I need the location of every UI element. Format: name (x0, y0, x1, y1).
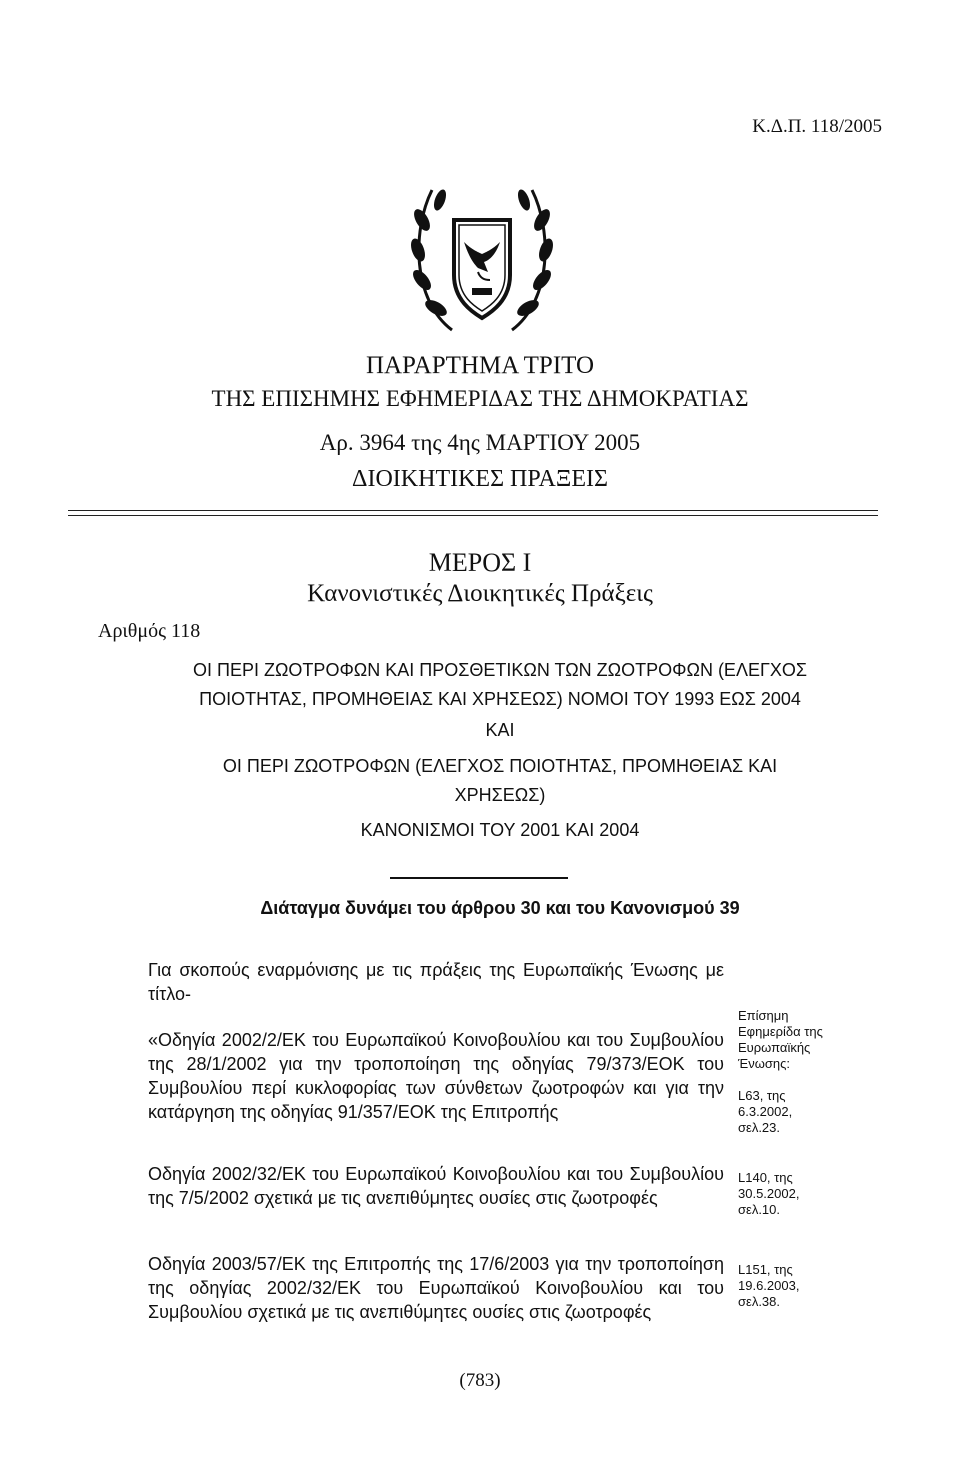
part-title: ΜΕΡΟΣ Ι (428, 548, 532, 577)
margin-header-line: Επίσημη (738, 1008, 789, 1023)
order-title: Διάταγμα δυνάμει του άρθρου 30 και του Κανονισμού 39 (260, 898, 740, 918)
law-title-line-2: ΠΟΙΟΤΗΤΑΣ, ΠΡΟΜΗΘΕΙΑΣ ΚΑΙ ΧΡΗΣΕΩΣ) ΝΟΜΟΙ ΤΟΥ 1993 ΕΩΣ 2004 (199, 689, 801, 709)
margin-header-line: Ευρωπαϊκής (738, 1040, 811, 1055)
regulation-number: Αριθμός 118 (98, 620, 201, 642)
margin-ref-1 (738, 1088, 838, 1136)
margin-header (738, 1008, 838, 1072)
margin-ref-2 (738, 1170, 838, 1218)
issue-line: Αρ. 3964 της 4ης ΜΑΡΤΙΟΥ 2005 (319, 430, 641, 455)
margin-ref-line: σελ.10. (738, 1202, 781, 1217)
directive-paragraph-3: Οδηγία 2003/57/ΕΚ της Επιτροπής της 17/6/2003 για την τροποποίηση της οδηγίας 2002/32/ΕΚ του Ευρωπαϊκού Κοινοβουλίου και του Συμβουλίου σχετικά με τις ανεπιθύμητες ουσίες στις ζωοτροφές (148, 1254, 724, 1322)
coat-of-arms-icon (392, 180, 572, 340)
margin-ref-line: 30.5.2002, (738, 1186, 800, 1201)
double-rule-bottom (68, 515, 878, 516)
part-subtitle: Κανονιστικές Διοικητικές Πράξεις (307, 580, 653, 607)
law-conjunction: ΚΑΙ (485, 720, 515, 740)
section-title: ΔΙΟΙΚΗΤΙΚΕΣ ΠΡΑΞΕΙΣ (352, 466, 608, 492)
margin-header-line: Ένωσης: (738, 1056, 790, 1071)
margin-ref-line: L63, της (738, 1088, 786, 1103)
law-title-line-1: ΟΙ ΠΕΡΙ ΖΩΟΤΡΟΦΩΝ ΚΑΙ ΠΡΟΣΘΕΤΙΚΩΝ ΤΩΝ ΖΩΟΤΡΟΦΩΝ (ΕΛΕΓΧΟΣ (192, 660, 808, 680)
page-number: (783) (459, 1370, 501, 1391)
double-rule-top (68, 510, 878, 511)
margin-ref-line: σελ.23. (738, 1120, 781, 1135)
regulations-title-line-2: ΧΡΗΣΕΩΣ) (454, 785, 546, 805)
margin-ref-line: σελ.38. (738, 1294, 781, 1309)
margin-ref-line: 6.3.2002, (738, 1104, 793, 1119)
regulations-years: ΚΑΝΟΝΙΣΜΟΙ ΤΟΥ 2001 ΚΑΙ 2004 (360, 820, 640, 840)
gazette-name: ΤΗΣ ΕΠΙΣΗΜΗΣ ΕΦΗΜΕΡΙΔΑΣ ΤΗΣ ΔΗΜΟΚΡΑΤΙΑΣ (211, 386, 749, 411)
law-title (140, 656, 860, 714)
annex-title: ΠΑΡΑΡΤΗΜΑ ΤΡΙΤΟ (365, 352, 595, 379)
regulations-title (140, 752, 860, 810)
margin-ref-line: L140, της (738, 1170, 793, 1185)
section-divider (390, 877, 568, 879)
margin-ref-line: 19.6.2003, (738, 1278, 800, 1293)
margin-ref-3 (738, 1262, 838, 1310)
margin-header-line: Εφημερίδα της (738, 1024, 823, 1039)
regulations-title-line-1: ΟΙ ΠΕΡΙ ΖΩΟΤΡΟΦΩΝ (ΕΛΕΓΧΟΣ ΠΟΙΟΤΗΤΑΣ, ΠΡΟΜΗΘΕΙΑΣ ΚΑΙ (222, 756, 778, 776)
directive-paragraph-2: Οδηγία 2002/32/ΕΚ του Ευρωπαϊκού Κοινοβουλίου και του Συμβουλίου της 7/5/2002 σχετικά με τις ανεπιθύμητες ουσίες στις ζωοτροφές (148, 1164, 724, 1208)
directive-paragraph-1: «Οδηγία 2002/2/ΕΚ του Ευρωπαϊκού Κοινοβουλίου και του Συμβουλίου της 28/1/2002 για την τροποποίηση της οδηγίας 79/373/ΕΟΚ του Συμβουλίου περί κυκλοφορίας των σύνθετων ζωοτροφών και για την κατάργηση της οδηγίας 91/357/ΕΟΚ της Επιτροπής (148, 1030, 724, 1122)
margin-ref-line: L151, της (738, 1262, 793, 1277)
intro-paragraph: Για σκοπούς εναρμόνισης με τις πράξεις της Ευρωπαϊκής Ένωσης με τίτλο- (148, 960, 724, 1004)
document-reference: Κ.Δ.Π. 118/2005 (752, 116, 882, 137)
